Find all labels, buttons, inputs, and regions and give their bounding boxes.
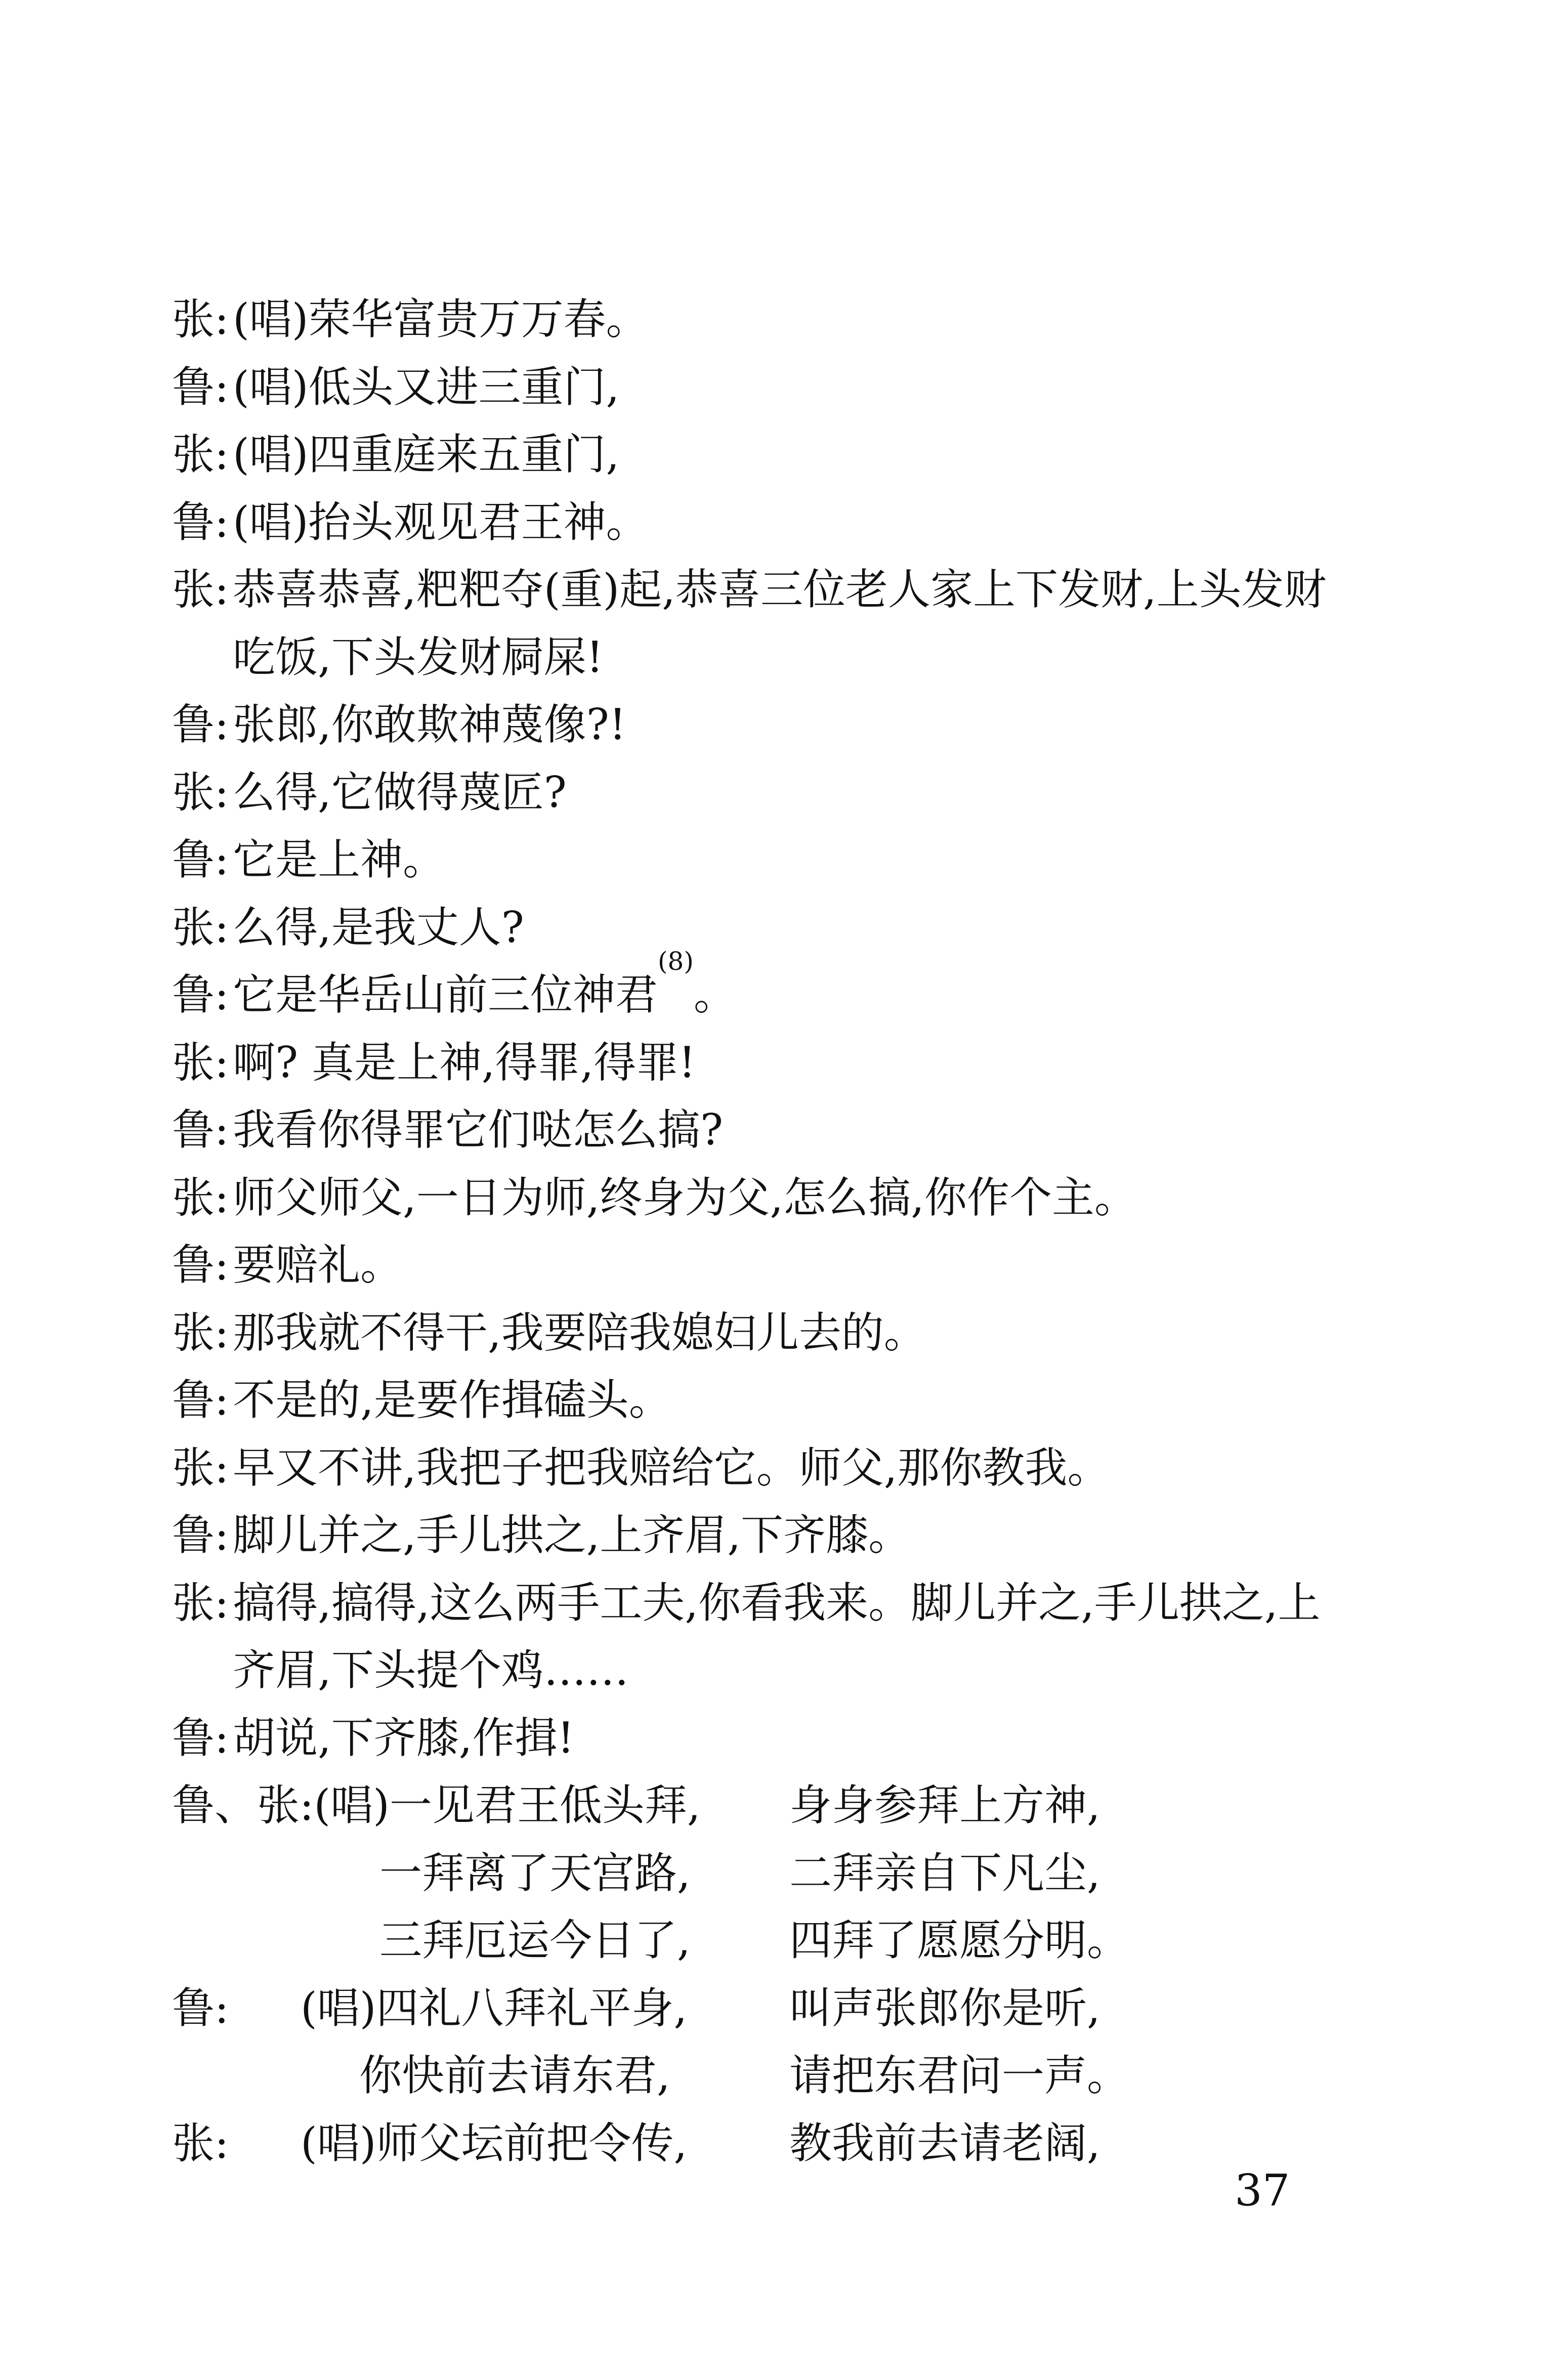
verse-left-text: (唱)四礼八拜礼平身,: [301, 1983, 688, 2033]
line-text: 吃饭,下头发财屙屎!: [233, 632, 604, 682]
line-text: (唱)荣华富贵万万春。: [233, 294, 649, 344]
colon: :: [215, 767, 229, 817]
colon: :: [215, 1510, 229, 1560]
dialogue-line: [172, 1367, 1396, 1434]
speaker: 鲁: [172, 1105, 215, 1155]
dialogue-line: [172, 947, 1396, 1029]
verse-right-text: 身身参拜上方神,: [789, 1780, 1101, 1830]
colon: :: [215, 1172, 229, 1222]
dialogue-line: [172, 826, 1396, 894]
footnote-marker: (8): [658, 947, 694, 976]
dialogue-line: [172, 759, 1396, 827]
verse-line: [172, 1772, 1396, 1840]
line-text: 不是的,是要作揖磕头。: [233, 1375, 671, 1425]
speaker: 鲁: [172, 1983, 215, 2033]
dialogue-line: [172, 1164, 1396, 1232]
colon: :: [300, 1780, 314, 1830]
line-text: 恭喜恭喜,粑粑夺(重)起,恭喜三位老人家上下发财,上头发财: [233, 565, 1327, 614]
speaker: 鲁: [172, 1240, 215, 1290]
verse-line: [172, 2042, 1396, 2110]
dialogue-line: [172, 894, 1396, 962]
page-number: 37: [1235, 2165, 1290, 2216]
verse-line: [172, 1975, 1396, 2043]
line-text: 早又不讲,我把子把我赔给它。师父,那你教我。: [233, 1442, 1110, 1493]
colon: :: [215, 497, 229, 547]
verse-left: [172, 1975, 789, 2043]
speaker: 鲁: [172, 497, 215, 547]
colon: :: [215, 700, 229, 749]
speaker: 鲁: [172, 700, 215, 749]
verse-right-text: 四拜了愿愿分明。: [789, 1916, 1130, 1965]
dialogue-line: [172, 1096, 1396, 1164]
dialogue-line: [172, 286, 1396, 354]
verse-left-text: 三拜厄运今日了,: [379, 1916, 691, 1965]
speaker: 张: [172, 430, 215, 479]
colon: :: [215, 1240, 229, 1290]
speaker: 鲁: [172, 1510, 215, 1560]
verse-left: [172, 1772, 789, 1840]
verse-right-text: 二拜亲自下凡尘,: [789, 1848, 1101, 1898]
speaker: 鲁: [172, 362, 215, 412]
colon: :: [215, 1105, 229, 1155]
verse-right-text: 请把东君问一声。: [789, 2051, 1130, 2100]
line-text: (唱)四重庭来五重门,: [233, 430, 620, 479]
dialogue-continuation: [172, 624, 1396, 692]
verse-right-text: 叫声张郎你是听,: [789, 1983, 1101, 2033]
speaker: 鲁: [172, 1375, 215, 1425]
line-text: 么得,它做得蔑匠?: [233, 767, 567, 817]
line-text: 胡说,下齐膝,作揖!: [233, 1713, 575, 1763]
dialogue-line: [172, 421, 1396, 489]
colon: :: [215, 1442, 229, 1493]
speaker: 鲁: [172, 970, 215, 1019]
verse-line: [172, 1840, 1396, 1907]
verse-left-text: 一拜离了天宫路,: [379, 1848, 691, 1898]
speaker: 张: [172, 1037, 215, 1087]
colon: :: [215, 1307, 229, 1357]
speaker: 张: [172, 294, 215, 344]
speaker: 张: [172, 1307, 215, 1357]
line-text-end: 。: [693, 970, 736, 1019]
verse-left-text: (唱)一见君王低头拜,: [314, 1780, 701, 1830]
colon: :: [215, 565, 229, 614]
speaker: 张: [172, 1578, 215, 1628]
line-text: 啊? 真是上神,得罪,得罪!: [233, 1037, 696, 1087]
line-text: (唱)低头又进三重门,: [233, 362, 620, 412]
line-text: 那我就不得干,我要陪我媳妇儿去的。: [233, 1307, 926, 1357]
line-text: 我看你得罪它们哒怎么搞?: [233, 1105, 724, 1155]
line-text: 么得,是我丈人?: [233, 902, 524, 952]
dialogue-line: [172, 1502, 1396, 1569]
colon: :: [215, 1037, 229, 1087]
speaker: 张: [172, 1442, 215, 1493]
dialogue-line: [172, 556, 1396, 624]
verse-left-text: (唱)师父坛前把令传,: [301, 2118, 688, 2168]
colon: :: [215, 362, 229, 412]
verse-line: [172, 1907, 1396, 1975]
dialogue-line: [172, 354, 1396, 421]
dialogue-line: [172, 1705, 1396, 1772]
verse-line: [172, 2110, 1396, 2178]
colon: :: [215, 902, 229, 952]
dialogue-line: [172, 1029, 1396, 1097]
colon: :: [215, 1578, 229, 1628]
speaker: 张: [172, 1172, 215, 1222]
speaker: 鲁: [172, 835, 215, 884]
line-text: 要赔礼。: [233, 1240, 403, 1290]
dialogue-line: [172, 691, 1396, 759]
line-text: 师父师父,一日为师,终身为父,怎么搞,你作个主。: [233, 1172, 1137, 1222]
colon: :: [215, 1713, 229, 1763]
line-text: 它是上神。: [233, 835, 446, 884]
dialogue-line: [172, 489, 1396, 557]
dialogue-continuation: [172, 1637, 1396, 1705]
dialogue-line: [172, 1434, 1396, 1502]
colon: :: [215, 835, 229, 884]
line-text: 脚儿并之,手儿拱之,上齐眉,下齐膝。: [233, 1510, 911, 1560]
script-text: [172, 286, 1396, 2177]
colon: :: [215, 2118, 229, 2168]
speaker: 张: [172, 767, 215, 817]
speaker: 张: [172, 2118, 215, 2168]
speaker: 张: [172, 565, 215, 614]
line-text: 张郎,你敢欺神蔑像?!: [233, 700, 626, 749]
verse-right-text: 教我前去请老阔,: [789, 2118, 1101, 2168]
colon: :: [215, 430, 229, 479]
colon: :: [215, 1375, 229, 1425]
colon: :: [215, 294, 229, 344]
colon: :: [215, 970, 229, 1019]
speaker: 张: [172, 902, 215, 952]
line-text: 齐眉,下头提个鸡……: [233, 1645, 629, 1695]
line-text: 搞得,搞得,这么两手工夫,你看我来。脚儿并之,手儿拱之,上: [233, 1578, 1321, 1628]
colon: :: [215, 1983, 229, 2033]
verse-left-text: 你快前去请东君,: [359, 2051, 670, 2100]
speaker: 鲁: [172, 1713, 215, 1763]
dialogue-line: [172, 1299, 1396, 1367]
line-text: (唱)抬头观见君王神。: [233, 497, 649, 547]
dialogue-line: [172, 1231, 1396, 1299]
speaker: 鲁、张: [172, 1780, 300, 1830]
verse-left: [172, 2110, 789, 2178]
dialogue-line: [172, 1569, 1396, 1637]
line-text: 它是华岳山前三位神君: [233, 970, 658, 1019]
